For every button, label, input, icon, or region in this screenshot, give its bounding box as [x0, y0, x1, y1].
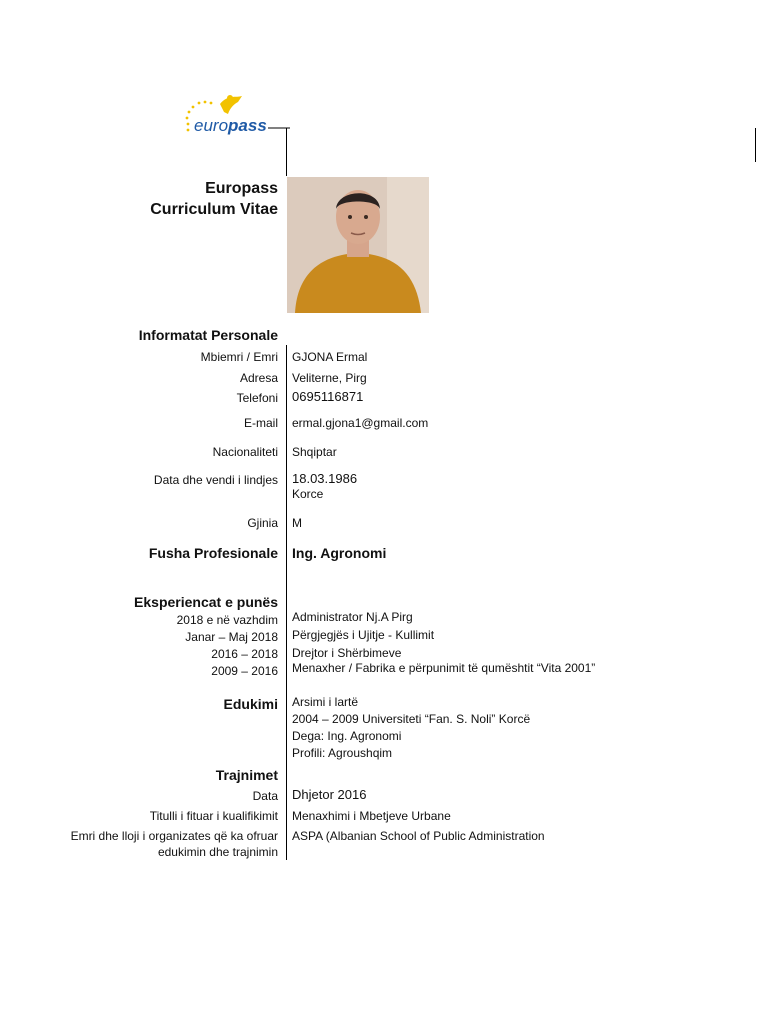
divider-main: [286, 345, 287, 860]
value-training-org: ASPA (Albanian School of Public Administration: [292, 829, 545, 843]
label-experience-3: 2016 – 2018: [211, 647, 278, 661]
label-email: E-mail: [243, 416, 278, 430]
europass-logo: [180, 92, 290, 142]
label-experience-2: Janar – Maj 2018: [185, 630, 278, 644]
value-gender: M: [292, 516, 302, 530]
cv-title-line2: Curriculum Vitae: [150, 201, 278, 218]
label-training-org: Emri dhe lloji i organizates që ka ofruar: [70, 829, 278, 843]
value-address: Veliterne, Pirg: [292, 371, 367, 385]
label-phone: Telefoni: [236, 391, 278, 405]
value-birth-place: Korce: [292, 487, 324, 501]
label-gender: Gjinia: [247, 516, 278, 530]
person-photo-icon: [287, 177, 429, 313]
divider-top: [286, 128, 287, 176]
logo-text-euro: euro: [194, 116, 229, 135]
value-experience-4: Menaxher / Fabrika e përpunimit të qumështit “Vita 2001”: [292, 661, 596, 675]
value-training-title: Menaxhimi i Mbetjeve Urbane: [292, 809, 451, 823]
cv-title: [150, 178, 278, 220]
value-name: GJONA Ermal: [292, 350, 368, 364]
logo-text-pass: pass: [228, 116, 267, 135]
label-name: Mbiemri / Emri: [200, 350, 278, 364]
value-experience-2: Përgjegjës i Ujitje - Kullimit: [292, 628, 435, 642]
education-line-1: Arsimi i lartë: [292, 695, 359, 709]
cv-title-line1: Europass: [205, 180, 278, 197]
value-experience-1: Administrator Nj.A Pirg: [292, 610, 413, 624]
value-nationality: Shqiptar: [292, 445, 337, 459]
value-phone: 0695116871: [292, 389, 364, 404]
page-edge-mark: [755, 128, 756, 162]
heading-experience: Eksperiencat e punës: [134, 594, 278, 610]
heading-education: Edukimi: [223, 696, 278, 712]
label-training-date: Data: [252, 789, 278, 803]
heading-personal-info: Informatat Personale: [138, 327, 278, 343]
label-experience-1: 2018 e në vazhdim: [176, 613, 278, 627]
label-address: Adresa: [239, 371, 278, 385]
label-training-title: Titulli i fituar i kualifikimit: [149, 809, 278, 823]
label-birth: Data dhe vendi i lindjes: [153, 473, 278, 487]
label-experience-4: 2009 – 2016: [211, 664, 278, 678]
heading-professional-field: Fusha Profesionale: [148, 545, 278, 561]
value-experience-3: Drejtor i Shërbimeve: [292, 646, 402, 660]
education-line-4: Profili: Agroushqim: [292, 746, 393, 760]
profile-photo: [287, 177, 429, 313]
education-line-3: Dega: Ing. Agronomi: [292, 729, 402, 743]
value-birth-date: 18.03.1986: [292, 471, 358, 486]
label-nationality: Nacionaliteti: [212, 445, 278, 459]
value-professional-field: Ing. Agronomi: [292, 545, 387, 561]
heading-training: Trajnimet: [215, 767, 278, 783]
education-line-2: 2004 – 2009 Universiteti “Fan. S. Noli” Korcë: [292, 712, 531, 726]
label-training-org-line2: edukimin dhe trajnimin: [157, 845, 278, 859]
value-training-date: Dhjetor 2016: [292, 787, 367, 802]
value-email[interactable]: ermal.gjona1@gmail.com: [292, 416, 429, 430]
